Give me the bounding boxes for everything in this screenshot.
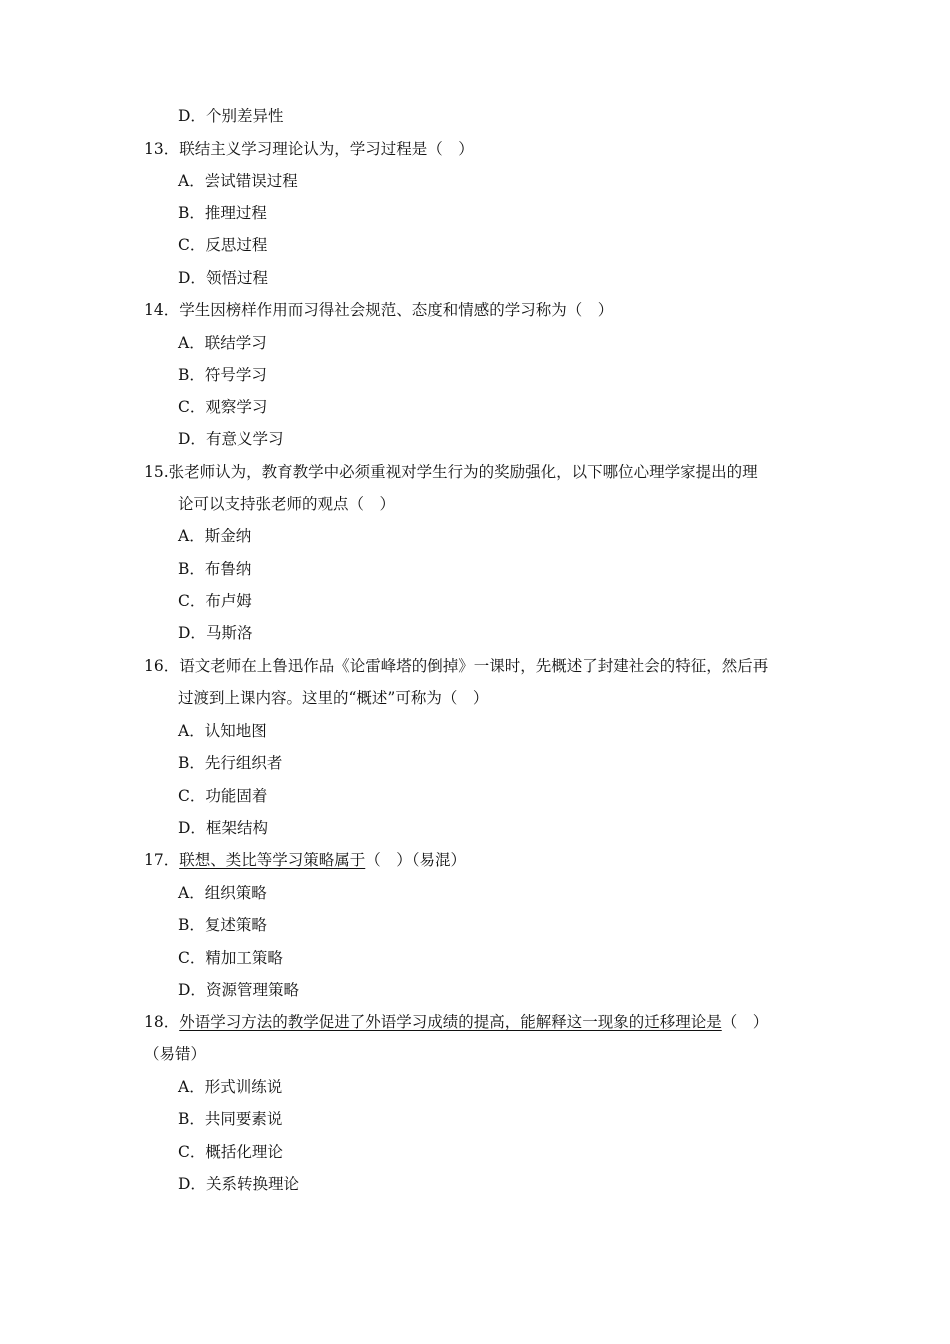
option-text: 资源管理策略 [205,981,299,999]
option-text: 关系转换理论 [205,1175,299,1193]
option-letter: B． [178,916,205,934]
option-letter: A． [178,172,205,190]
question-text: 张老师认为，教育教学中必须重视对学生行为的奖励强化，以下哪位心理学家提出的理 [168,463,758,481]
option-q15-d [178,623,252,643]
option-q13-c [178,235,267,255]
question-text: （ ） [721,1013,769,1031]
option-q17-b [178,915,267,935]
option-q16-a [178,721,267,741]
option-q18-a [178,1077,282,1097]
option-letter: D． [178,819,206,837]
option-letter: C． [178,236,206,254]
option-letter: B． [178,560,205,578]
option-q15-b [178,559,251,579]
question-number: 13． [144,140,180,158]
option-letter: D． [178,269,206,287]
option-letter: D． [178,107,206,125]
option-letter: B． [178,366,205,384]
option-text: 斯金纳 [204,527,252,545]
option-q13-a [178,171,298,191]
option-letter: C． [178,949,206,967]
option-letter: A． [178,527,205,545]
option-text: 尝试错误过程 [204,172,298,190]
question-text: 论可以支持张老师的观点（ ） [178,495,396,513]
question-16-stem [144,656,768,676]
option-text: 领悟过程 [205,269,268,287]
option-letter: D． [178,430,206,448]
option-text: 马斯洛 [205,624,253,642]
option-q14-d [178,429,283,449]
option-letter: B． [178,1110,205,1128]
option-letter: C． [178,1143,206,1161]
option-letter: A． [178,722,205,740]
option-text: 观察学习 [205,398,268,416]
option-q14-c [178,397,267,417]
option-q16-b [178,753,282,773]
question-17-stem [144,850,466,870]
question-number: 14． [144,301,180,319]
question-14-stem [144,300,613,320]
question-text: （ ）（易混） [365,851,467,869]
option-q16-d [178,818,268,838]
option-text: 布卢姆 [205,592,252,610]
question-15-stem [144,462,758,482]
option-text: 反思过程 [205,236,268,254]
option-text: 个别差异性 [205,107,284,125]
option-letter: A． [178,334,205,352]
question-text: 联结主义学习理论认为，学习过程是（ ） [179,140,474,158]
option-text: 布鲁纳 [204,560,252,578]
option-text: 概括化理论 [205,1143,283,1161]
question-text: 语文老师在上鲁迅作品《论雷峰塔的倒掉》一课时，先概述了封建社会的特征，然后再 [179,657,769,675]
option-q15-c [178,591,252,611]
option-q14-b [178,365,267,385]
question-16-stem-continued [178,688,488,708]
question-number: 17． [144,851,180,869]
option-text: 有意义学习 [205,430,284,448]
option-text: 符号学习 [204,366,267,384]
option-q18-c [178,1142,283,1162]
option-q14-a [178,333,267,353]
option-q18-b [178,1109,282,1129]
option-letter: B． [178,204,205,222]
option-q18-d [178,1174,299,1194]
option-text: 推理过程 [204,204,267,222]
option-text: 功能固着 [205,787,268,805]
option-letter: A． [178,1078,205,1096]
option-letter: B． [178,754,205,772]
option-text: 复述策略 [204,916,267,934]
option-q12-d [178,106,283,126]
option-letter: D． [178,981,206,999]
question-text: 学生因榜样作用而习得社会规范、态度和情感的学习称为（ ） [179,301,614,319]
option-q17-c [178,948,283,968]
question-18-stem [144,1012,768,1032]
question-text: （易错） [144,1045,207,1063]
option-q16-c [178,786,267,806]
option-text: 组织策略 [204,884,267,902]
option-text: 精加工策略 [205,949,283,967]
question-text: 过渡到上课内容。这里的“概述”可称为（ ） [178,689,489,707]
option-letter: D． [178,624,206,642]
option-letter: A． [178,884,205,902]
option-q13-d [178,268,268,288]
option-text: 共同要素说 [204,1110,283,1128]
question-13-stem [144,139,474,159]
option-q17-a [178,883,267,903]
question-15-stem-continued [178,494,395,514]
option-text: 框架结构 [205,819,268,837]
option-letter: C． [178,592,206,610]
option-text: 认知地图 [204,722,267,740]
question-number: 15. [144,463,169,481]
option-text: 先行组织者 [204,754,283,772]
question-text-underlined: 联想、类比等学习策略属于 [179,851,366,869]
option-letter: C． [178,398,206,416]
option-text: 形式训练说 [204,1078,283,1096]
option-q15-a [178,526,251,546]
question-text-underlined: 外语学习方法的教学促进了外语学习成绩的提高，能解释这一现象的迁移理论是 [179,1013,722,1031]
option-text: 联结学习 [204,334,267,352]
option-q17-d [178,980,299,1000]
option-letter: C． [178,787,206,805]
option-letter: D． [178,1175,206,1193]
option-q13-b [178,203,267,223]
question-18-stem-continued [144,1044,206,1064]
question-number: 16． [144,657,180,675]
question-number: 18． [144,1013,180,1031]
